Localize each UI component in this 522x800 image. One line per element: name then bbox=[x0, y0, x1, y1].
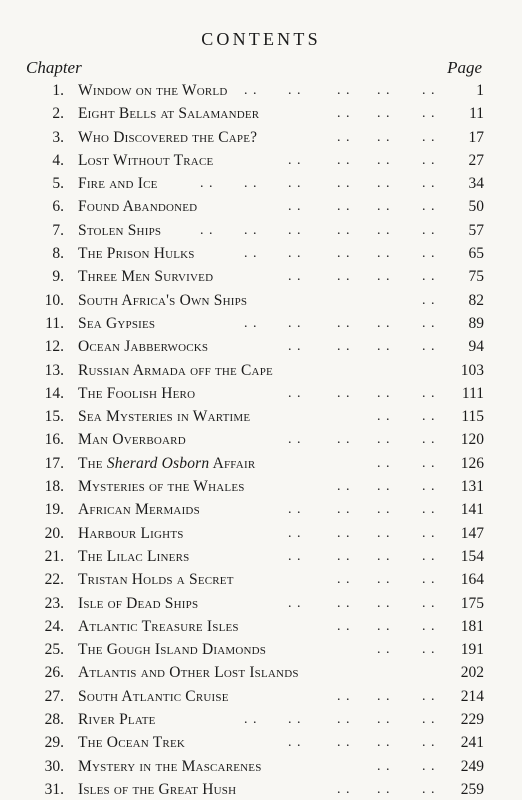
chapter-number: 2. bbox=[52, 105, 64, 123]
toc-entry bbox=[0, 731, 522, 754]
chapter-number: 14. bbox=[44, 384, 64, 402]
page-number: 154 bbox=[460, 547, 484, 565]
leader-dots: . . bbox=[377, 525, 391, 541]
toc-entry bbox=[0, 195, 522, 218]
chapter-number: 9. bbox=[52, 268, 64, 286]
page-number: 175 bbox=[460, 594, 484, 612]
leader-dots: . . bbox=[337, 525, 351, 541]
toc-entry bbox=[0, 661, 522, 684]
chapter-title: Man Overboard bbox=[78, 431, 186, 449]
page-number: 126 bbox=[460, 454, 484, 472]
leader-dots: . . bbox=[337, 385, 351, 401]
leader-dots: . . bbox=[377, 222, 391, 238]
chapter-number: 7. bbox=[52, 221, 64, 239]
toc-entry bbox=[0, 382, 522, 405]
leader-dots: . . bbox=[337, 572, 351, 588]
toc-entry bbox=[0, 219, 522, 242]
leader-dots: . . bbox=[337, 83, 351, 98]
leader-dots: . . bbox=[377, 595, 391, 611]
leader-dots: . . bbox=[337, 781, 351, 797]
leader-dots: . . bbox=[422, 199, 436, 215]
chapter-title: Stolen Ships bbox=[78, 221, 162, 239]
chapter-title: Lost Without Trace bbox=[78, 151, 214, 169]
page-number: 202 bbox=[460, 664, 484, 682]
page-number: 27 bbox=[468, 151, 484, 169]
leader-dots: . . bbox=[337, 502, 351, 518]
toc-entry bbox=[0, 638, 522, 661]
leader-dots: . . bbox=[337, 548, 351, 564]
leader-dots: . . bbox=[337, 339, 351, 355]
leader-dots: . . bbox=[377, 688, 391, 704]
leader-dots: . . bbox=[422, 432, 436, 448]
chapter-number: 3. bbox=[52, 128, 64, 146]
leader-dots: . . bbox=[337, 735, 351, 751]
toc-entry bbox=[0, 242, 522, 265]
chapter-title: Sea Gypsies bbox=[78, 314, 156, 332]
chapter-title: Harbour Lights bbox=[78, 524, 184, 542]
leader-dots: . . bbox=[377, 315, 391, 331]
page-number: 131 bbox=[460, 478, 484, 496]
chapter-title: Atlantis and Other Lost Islands bbox=[78, 664, 299, 682]
chapter-title-part: Affair bbox=[209, 454, 256, 472]
chapter-title: Tristan Holds a Secret bbox=[78, 571, 234, 589]
leader-dots: . . bbox=[288, 246, 302, 262]
toc-entry bbox=[0, 452, 522, 475]
leader-dots: . . bbox=[337, 712, 351, 728]
chapter-title: Three Men Survived bbox=[78, 268, 214, 286]
page-number: 94 bbox=[468, 338, 484, 356]
chapter-number: 13. bbox=[44, 361, 64, 379]
leader-dots: . . bbox=[422, 246, 436, 262]
page-number: 111 bbox=[461, 384, 484, 402]
leader-dots: . . bbox=[288, 595, 302, 611]
leader-dots: . . bbox=[377, 735, 391, 751]
chapter-number: 30. bbox=[44, 757, 64, 775]
leader-dots: . . bbox=[377, 83, 391, 98]
leader-dots: . . bbox=[377, 432, 391, 448]
page-number: 17 bbox=[468, 128, 484, 146]
page-number: 229 bbox=[460, 711, 484, 729]
page-number: 89 bbox=[468, 314, 484, 332]
leader-dots: . . bbox=[288, 502, 302, 518]
leader-dots: . . bbox=[337, 688, 351, 704]
toc-entry bbox=[0, 755, 522, 778]
leader-dots: . . bbox=[377, 712, 391, 728]
table-of-contents bbox=[0, 79, 522, 800]
chapter-title: Isle of Dead Ships bbox=[78, 594, 199, 612]
toc-entry bbox=[0, 312, 522, 335]
leader-dots: . . bbox=[337, 199, 351, 215]
page-number: 141 bbox=[460, 501, 484, 519]
leader-dots: . . bbox=[377, 548, 391, 564]
chapter-number: 1. bbox=[52, 82, 64, 99]
chapter-title: Who Discovered the Cape? bbox=[78, 128, 258, 146]
chapter-number: 25. bbox=[44, 641, 64, 659]
leader-dots: . . bbox=[288, 712, 302, 728]
leader-dots: . . bbox=[377, 106, 391, 122]
toc-entry bbox=[0, 475, 522, 498]
chapter-title: South Atlantic Cruise bbox=[78, 687, 229, 705]
toc-entry bbox=[0, 592, 522, 615]
chapter-title: African Mermaids bbox=[78, 501, 200, 519]
chapter-number: 31. bbox=[44, 780, 64, 798]
leader-dots: . . bbox=[377, 572, 391, 588]
chapter-title: The Foolish Hero bbox=[78, 384, 196, 402]
leader-dots: . . bbox=[422, 548, 436, 564]
leader-dots: . . bbox=[422, 339, 436, 355]
leader-dots: . . bbox=[377, 152, 391, 168]
leader-dots: . . bbox=[337, 479, 351, 495]
toc-entry bbox=[0, 778, 522, 800]
page-number: 181 bbox=[460, 617, 484, 635]
leader-dots: . . bbox=[377, 758, 391, 774]
page-number: 34 bbox=[468, 175, 484, 193]
chapter-title bbox=[78, 452, 255, 475]
leader-dots: . . bbox=[377, 129, 391, 145]
chapter-title: Russian Armada off the Cape bbox=[78, 361, 273, 379]
leader-dots: . . bbox=[337, 618, 351, 634]
toc-entry bbox=[0, 102, 522, 125]
leader-dots: . . bbox=[422, 129, 436, 145]
chapter-number: 5. bbox=[52, 175, 64, 193]
page-number: 241 bbox=[460, 734, 484, 752]
leader-dots: . . bbox=[244, 83, 258, 98]
leader-dots: . . bbox=[244, 176, 258, 192]
leader-dots: . . bbox=[244, 315, 258, 331]
chapter-number: 12. bbox=[44, 338, 64, 356]
chapter-number: 18. bbox=[44, 478, 64, 496]
leader-dots: . . bbox=[337, 432, 351, 448]
page-number: 115 bbox=[461, 408, 484, 426]
chapter-number: 26. bbox=[44, 664, 64, 682]
leader-dots: . . bbox=[377, 502, 391, 518]
page-number: 120 bbox=[460, 431, 484, 449]
chapter-number: 28. bbox=[44, 711, 64, 729]
chapter-title: Eight Bells at Salamander bbox=[78, 105, 260, 123]
chapter-number: 10. bbox=[44, 291, 64, 309]
leader-dots: . . bbox=[337, 106, 351, 122]
chapter-number: 20. bbox=[44, 524, 64, 542]
page-number: 191 bbox=[460, 641, 484, 659]
leader-dots: . . bbox=[422, 106, 436, 122]
leader-dots: . . bbox=[422, 455, 436, 471]
chapter-title: The Lilac Liners bbox=[78, 547, 190, 565]
chapter-number: 6. bbox=[52, 198, 64, 216]
chapter-number: 22. bbox=[44, 571, 64, 589]
leader-dots: . . bbox=[288, 269, 302, 285]
chapter-number: 29. bbox=[44, 734, 64, 752]
chapter-title: Isles of the Great Hush bbox=[78, 780, 237, 798]
chapter-title: The Ocean Trek bbox=[78, 734, 186, 752]
leader-dots: . . bbox=[288, 83, 302, 98]
chapter-title: The Gough Island Diamonds bbox=[78, 641, 267, 659]
leader-dots: . . bbox=[377, 642, 391, 658]
leader-dots: . . bbox=[422, 735, 436, 751]
leader-dots: . . bbox=[422, 688, 436, 704]
chapter-title: The Prison Hulks bbox=[78, 245, 195, 263]
chapter-title: Mystery in the Mascarenes bbox=[78, 757, 262, 775]
toc-entry bbox=[0, 568, 522, 591]
toc-entry bbox=[0, 405, 522, 428]
leader-dots: . . bbox=[288, 525, 302, 541]
chapter-title: Atlantic Treasure Isles bbox=[78, 617, 239, 635]
leader-dots: . . bbox=[337, 315, 351, 331]
leader-dots: . . bbox=[288, 735, 302, 751]
leader-dots: . . bbox=[288, 315, 302, 331]
leader-dots: . . bbox=[288, 385, 302, 401]
chapter-title: Fire and Ice bbox=[78, 175, 158, 193]
chapter-title: River Plate bbox=[78, 711, 156, 729]
chapter-number: 16. bbox=[44, 431, 64, 449]
leader-dots: . . bbox=[422, 618, 436, 634]
page-number: 249 bbox=[460, 757, 484, 775]
leader-dots: . . bbox=[422, 152, 436, 168]
chapter-number: 21. bbox=[44, 547, 64, 565]
page-number: 214 bbox=[460, 687, 484, 705]
leader-dots: . . bbox=[288, 548, 302, 564]
leader-dots: . . bbox=[377, 781, 391, 797]
leader-dots: . . bbox=[377, 479, 391, 495]
chapter-title: Mysteries of the Whales bbox=[78, 478, 245, 496]
leader-dots: . . bbox=[422, 502, 436, 518]
leader-dots: . . bbox=[377, 199, 391, 215]
leader-dots: . . bbox=[422, 385, 436, 401]
page-number: 65 bbox=[468, 245, 484, 263]
leader-dots: . . bbox=[244, 712, 258, 728]
leader-dots: . . bbox=[377, 269, 391, 285]
toc-entry bbox=[0, 289, 522, 312]
leader-dots: . . bbox=[288, 176, 302, 192]
leader-dots: . . bbox=[422, 292, 436, 308]
page-number: 75 bbox=[468, 268, 484, 286]
page-number: 11 bbox=[469, 105, 484, 123]
toc-entry bbox=[0, 126, 522, 149]
chapter-number: 15. bbox=[44, 408, 64, 426]
chapter-column-header: Chapter bbox=[26, 58, 82, 77]
toc-entry bbox=[0, 522, 522, 545]
toc-entry bbox=[0, 428, 522, 451]
leader-dots: . . bbox=[377, 176, 391, 192]
leader-dots: . . bbox=[288, 199, 302, 215]
chapter-title: South Africa's Own Ships bbox=[78, 291, 248, 309]
page-number: 50 bbox=[468, 198, 484, 216]
toc-entry bbox=[0, 149, 522, 172]
chapter-number: 23. bbox=[44, 594, 64, 612]
leader-dots: . . bbox=[422, 83, 436, 98]
page-number: 259 bbox=[460, 780, 484, 798]
leader-dots: . . bbox=[337, 269, 351, 285]
chapter-number: 27. bbox=[44, 687, 64, 705]
leader-dots: . . bbox=[288, 222, 302, 238]
leader-dots: . . bbox=[337, 222, 351, 238]
toc-entry bbox=[0, 685, 522, 708]
leader-dots: . . bbox=[377, 339, 391, 355]
page-column-header: Page bbox=[447, 58, 482, 77]
page-number: 164 bbox=[460, 571, 484, 589]
leader-dots: . . bbox=[244, 222, 258, 238]
page-number: 103 bbox=[460, 361, 484, 379]
leader-dots: . . bbox=[337, 595, 351, 611]
toc-entry bbox=[0, 335, 522, 358]
leader-dots: . . bbox=[422, 479, 436, 495]
chapter-title: Found Abandoned bbox=[78, 198, 198, 216]
leader-dots: . . bbox=[337, 246, 351, 262]
chapter-number: 4. bbox=[52, 151, 64, 169]
leader-dots: . . bbox=[200, 222, 214, 238]
leader-dots: . . bbox=[422, 781, 436, 797]
chapter-number: 24. bbox=[44, 617, 64, 635]
leader-dots: . . bbox=[377, 385, 391, 401]
toc-entry bbox=[0, 79, 522, 102]
leader-dots: . . bbox=[288, 432, 302, 448]
leader-dots: . . bbox=[337, 129, 351, 145]
toc-entry bbox=[0, 498, 522, 521]
leader-dots: . . bbox=[422, 269, 436, 285]
leader-dots: . . bbox=[422, 758, 436, 774]
page-number: 147 bbox=[460, 524, 484, 542]
chapter-title-part: The bbox=[78, 454, 107, 472]
leader-dots: . . bbox=[422, 525, 436, 541]
leader-dots: . . bbox=[422, 315, 436, 331]
toc-entry bbox=[0, 172, 522, 195]
leader-dots: . . bbox=[244, 246, 258, 262]
chapter-number: 17. bbox=[44, 454, 64, 472]
leader-dots: . . bbox=[422, 712, 436, 728]
chapter-title: Window on the World bbox=[78, 82, 228, 99]
leader-dots: . . bbox=[422, 595, 436, 611]
toc-entry bbox=[0, 359, 522, 382]
toc-entry bbox=[0, 265, 522, 288]
chapter-number: 11. bbox=[45, 314, 64, 332]
leader-dots: . . bbox=[337, 152, 351, 168]
leader-dots: . . bbox=[200, 176, 214, 192]
chapter-number: 19. bbox=[44, 501, 64, 519]
leader-dots: . . bbox=[377, 455, 391, 471]
toc-entry bbox=[0, 615, 522, 638]
leader-dots: . . bbox=[377, 618, 391, 634]
leader-dots: . . bbox=[422, 176, 436, 192]
leader-dots: . . bbox=[377, 409, 391, 425]
page-number: 57 bbox=[468, 221, 484, 239]
leader-dots: . . bbox=[337, 176, 351, 192]
page-number: 1 bbox=[476, 82, 484, 99]
leader-dots: . . bbox=[422, 572, 436, 588]
contents-heading: CONTENTS bbox=[201, 29, 321, 49]
leader-dots: . . bbox=[377, 246, 391, 262]
leader-dots: . . bbox=[422, 409, 436, 425]
chapter-title: Sea Mysteries in Wartime bbox=[78, 408, 251, 426]
page-number: 82 bbox=[468, 291, 484, 309]
toc-entry bbox=[0, 708, 522, 731]
toc-entry bbox=[0, 545, 522, 568]
chapter-title: Ocean Jabberwocks bbox=[78, 338, 209, 356]
leader-dots: . . bbox=[288, 339, 302, 355]
leader-dots: . . bbox=[288, 152, 302, 168]
leader-dots: . . bbox=[422, 642, 436, 658]
chapter-title-italic: Sherard Osborn bbox=[106, 454, 210, 472]
leader-dots: . . bbox=[422, 222, 436, 238]
chapter-number: 8. bbox=[52, 245, 64, 263]
